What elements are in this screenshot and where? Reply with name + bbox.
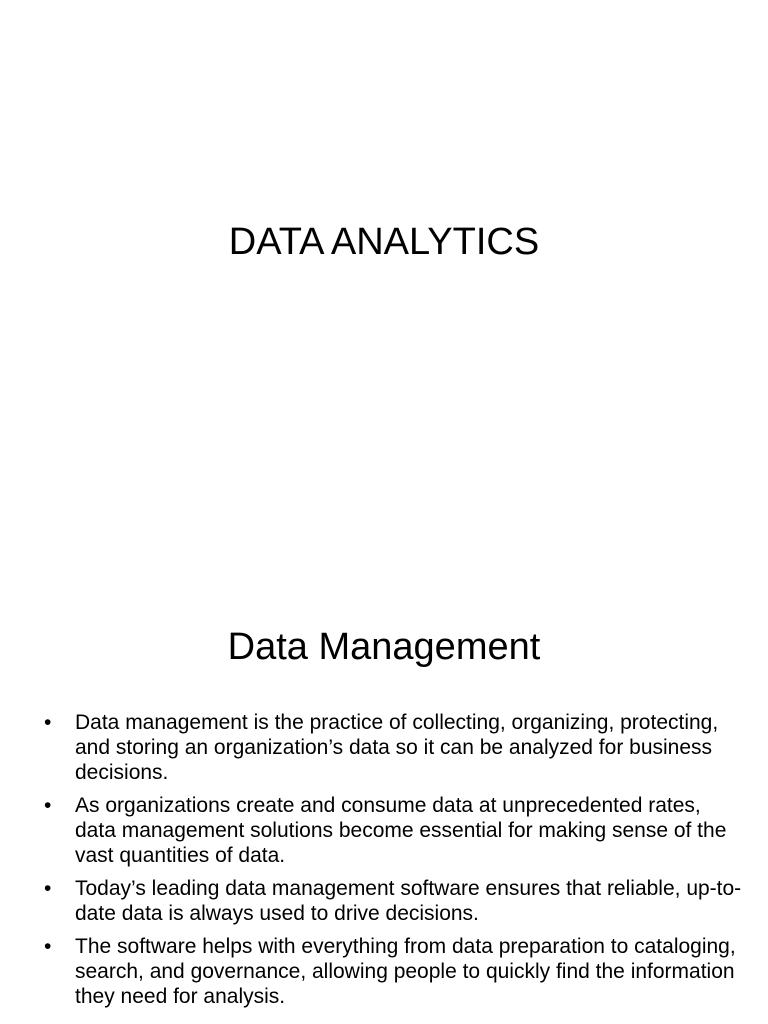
bullet-list bbox=[44, 710, 744, 1017]
bullet-marker: • bbox=[44, 711, 52, 734]
bullet-marker: • bbox=[44, 877, 52, 900]
bullet-item bbox=[44, 710, 744, 785]
slide-data-management bbox=[0, 512, 768, 1024]
slide-heading: Data Management bbox=[227, 626, 541, 668]
bullet-item bbox=[44, 793, 744, 868]
bullet-text: The software helps with everything from data preparation to cataloging, search, and governance, allowing people to quickly find the information they need for analysis. bbox=[75, 935, 736, 1008]
bullet-item bbox=[44, 934, 744, 1009]
bullet-marker: • bbox=[44, 935, 52, 958]
bullet-item bbox=[44, 876, 744, 926]
slide-title-heading: DATA ANALYTICS bbox=[228, 221, 540, 263]
bullet-text: Data management is the practice of collecting, organizing, protecting, and storing an organization’s data so it can be analyzed for business decisions. bbox=[75, 711, 719, 784]
bullet-text: Today’s leading data management software ensures that reliable, up-to-date data is always used to drive decisions. bbox=[75, 877, 742, 925]
bullet-marker: • bbox=[44, 794, 52, 817]
bullet-text: As organizations create and consume data at unprecedented rates, data management solutions become essential for making sense of the vast quantities of data. bbox=[75, 794, 727, 867]
